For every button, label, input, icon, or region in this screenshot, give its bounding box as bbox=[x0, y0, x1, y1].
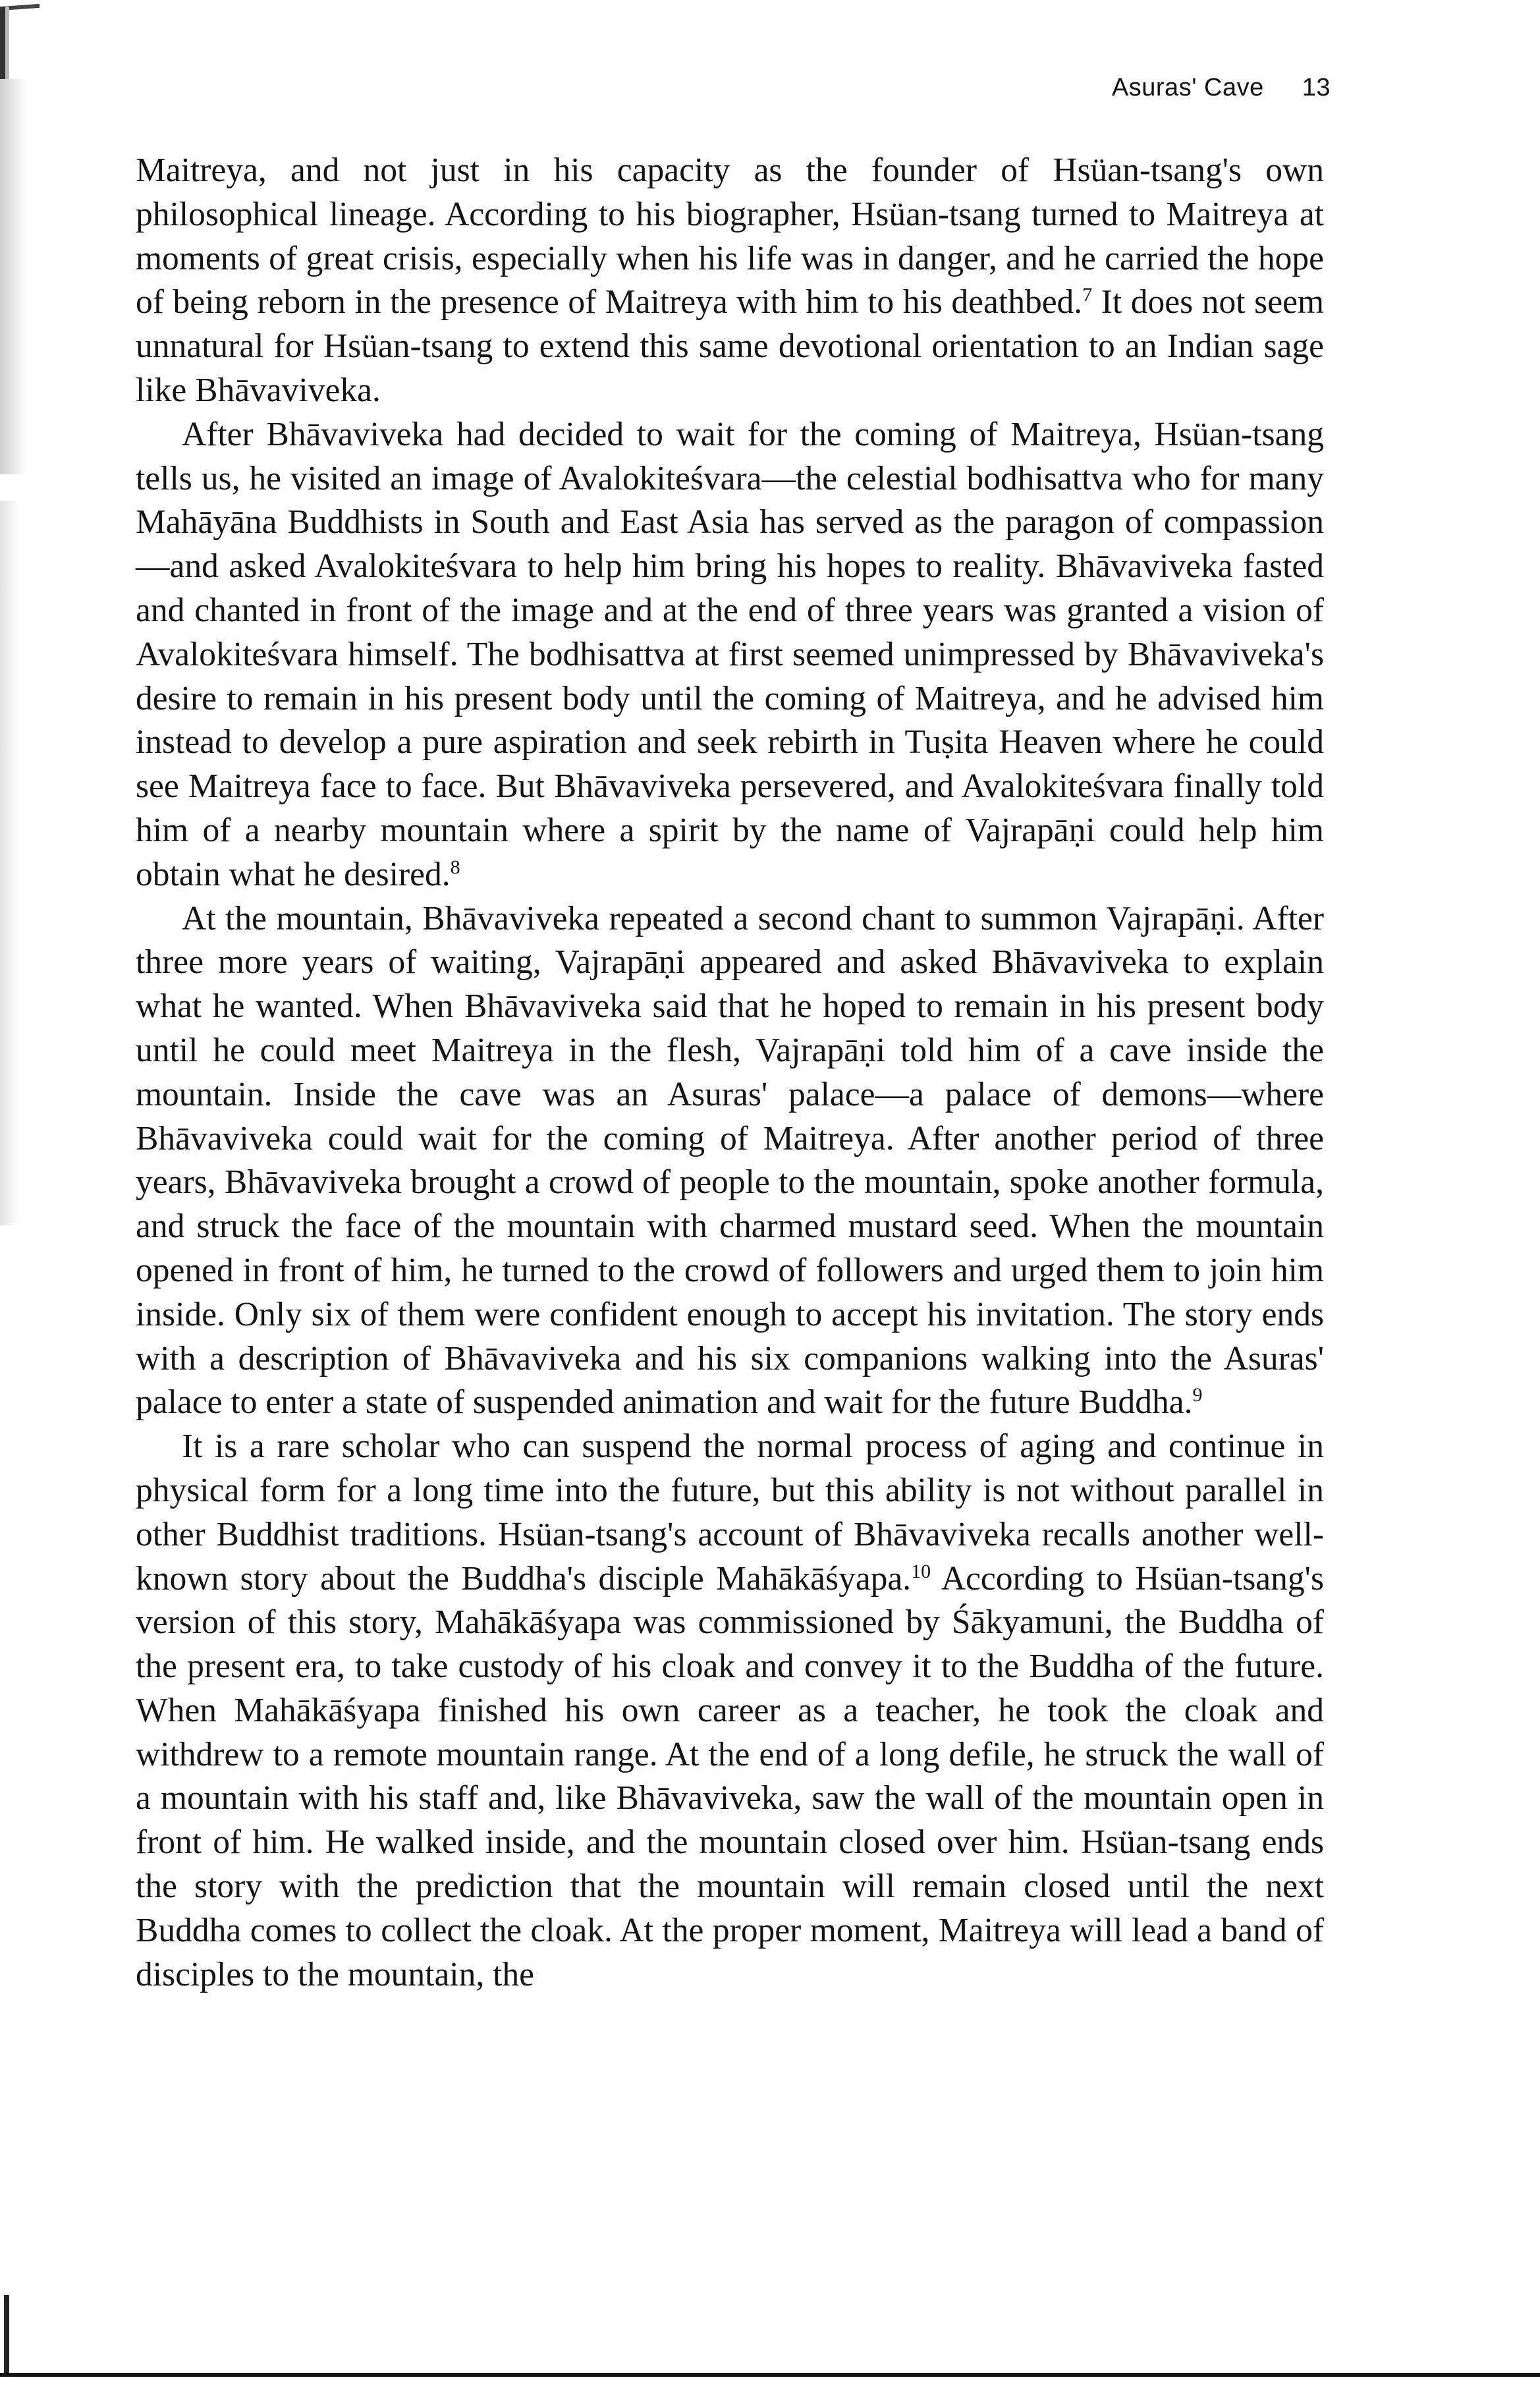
paragraph bbox=[136, 1425, 1324, 1997]
scan-shadow bbox=[0, 79, 26, 474]
footnote-ref[interactable]: 10 bbox=[911, 1560, 931, 1582]
text-run: It does not seem unnatural for Hsüan-tsang to extend this same devotional orientation to an Indian sage like Bhāvaviveka. bbox=[136, 283, 1324, 409]
footnote-ref[interactable]: 9 bbox=[1192, 1384, 1203, 1406]
footnote-ref[interactable]: 8 bbox=[450, 856, 460, 878]
scan-edge-mark bbox=[0, 7, 9, 79]
paragraph bbox=[136, 413, 1324, 897]
body-text bbox=[136, 149, 1324, 1997]
scan-shadow-lower bbox=[0, 501, 20, 1225]
paragraph bbox=[136, 897, 1324, 1426]
text-run: It is a rare scholar who can suspend the normal process of aging and continue in physical form for a long time into the future, but this ability is not without parallel in other Buddhist traditions. Hsüan-tsang's account of Bhāvaviveka recalls another well-known story about the Buddha's disciple Mahākāśyapa. bbox=[136, 1428, 1324, 1597]
running-header bbox=[909, 74, 1331, 102]
paragraph bbox=[136, 149, 1324, 413]
page-number: 13 bbox=[1302, 74, 1331, 101]
scan-bottom-rule bbox=[0, 2373, 1540, 2377]
text-run: After Bhāvaviveka had decided to wait for the coming of Maitreya, Hsüan-tsang tells us, he visited an image of Avalokiteśvara—the celestial bodhisattva who for many Mahāyāna Buddhists in South and East Asia has served as the paragon of compassion—and asked Avalokiteśvara to help him bring his hopes to reality. Bhāvaviveka fasted and chanted in front of the image and at the end of three years was granted a vision of Avalokiteśvara himself. The bodhisattva at first seemed unimpressed by Bhāvaviveka's desire to remain in his present body until the coming of Maitreya, and he advised him instead to develop a pure aspiration and seek rebirth in Tuṣita Heaven where he could see Maitreya face to face. But Bhāvaviveka persevered, and Avalokiteśvara finally told him of a nearby mountain where a spirit by the name of Vajrapāṇi could help him obtain what he desired. bbox=[136, 415, 1324, 893]
text-run: At the mountain, Bhāvaviveka repeated a second chant to summon Vajrapāṇi. After three more years of waiting, Vajrapāṇi appeared and asked Bhāvaviveka to explain what he wanted. When Bhāvaviveka said that he hoped to remain in his present body until he could meet Maitreya in the flesh, Vajrapāṇi told him of a cave inside the mountain. Inside the cave was an Asuras' palace—a palace of demons—where Bhāvaviveka could wait for the coming of Maitreya. After another period of three years, Bhāvaviveka brought a crowd of people to the mountain, spoke another formula, and struck the face of the mountain with charmed mustard seed. When the mountain opened in front of him, he turned to the crowd of followers and urged them to join him inside. Only six of them were confident enough to accept his invitation. The story ends with a description of Bhāvaviveka and his six companions walking into the Asuras' palace to enter a state of suspended animation and wait for the future Buddha. bbox=[136, 899, 1324, 1422]
scan-bottom-tick bbox=[4, 2295, 9, 2374]
text-run: According to Hsüan-tsang's version of this story, Mahākāśyapa was commissioned by Śākyamuni, the Buddha of the present era, to take custody of his cloak and convey it to the Buddha of the future. When Mahākāśyapa finished his own career as a teacher, he took the cloak and withdrew to a remote mountain range. At the end of a long defile, he struck the wall of a mountain with his staff and, like Bhāvaviveka, saw the wall of the mountain open in front of him. He walked inside, and the mountain closed over him. Hsüan-tsang ends the story with the prediction that the mountain will remain closed until the next Buddha comes to collect the cloak. At the proper moment, Maitreya will lead a band of disciples to the mountain, the bbox=[136, 1559, 1324, 1993]
running-title: Asuras' Cave bbox=[1111, 74, 1264, 101]
footnote-ref[interactable]: 7 bbox=[1082, 284, 1093, 306]
text-run: Maitreya, and not just in his capacity as the founder of Hsüan-tsang's own philosophical lineage. According to his biographer, Hsüan-tsang turned to Maitreya at moments of great crisis, especially when his life was in danger, and he carried the hope of being reborn in the presence of Maitreya with him to his deathbed. bbox=[136, 152, 1324, 321]
